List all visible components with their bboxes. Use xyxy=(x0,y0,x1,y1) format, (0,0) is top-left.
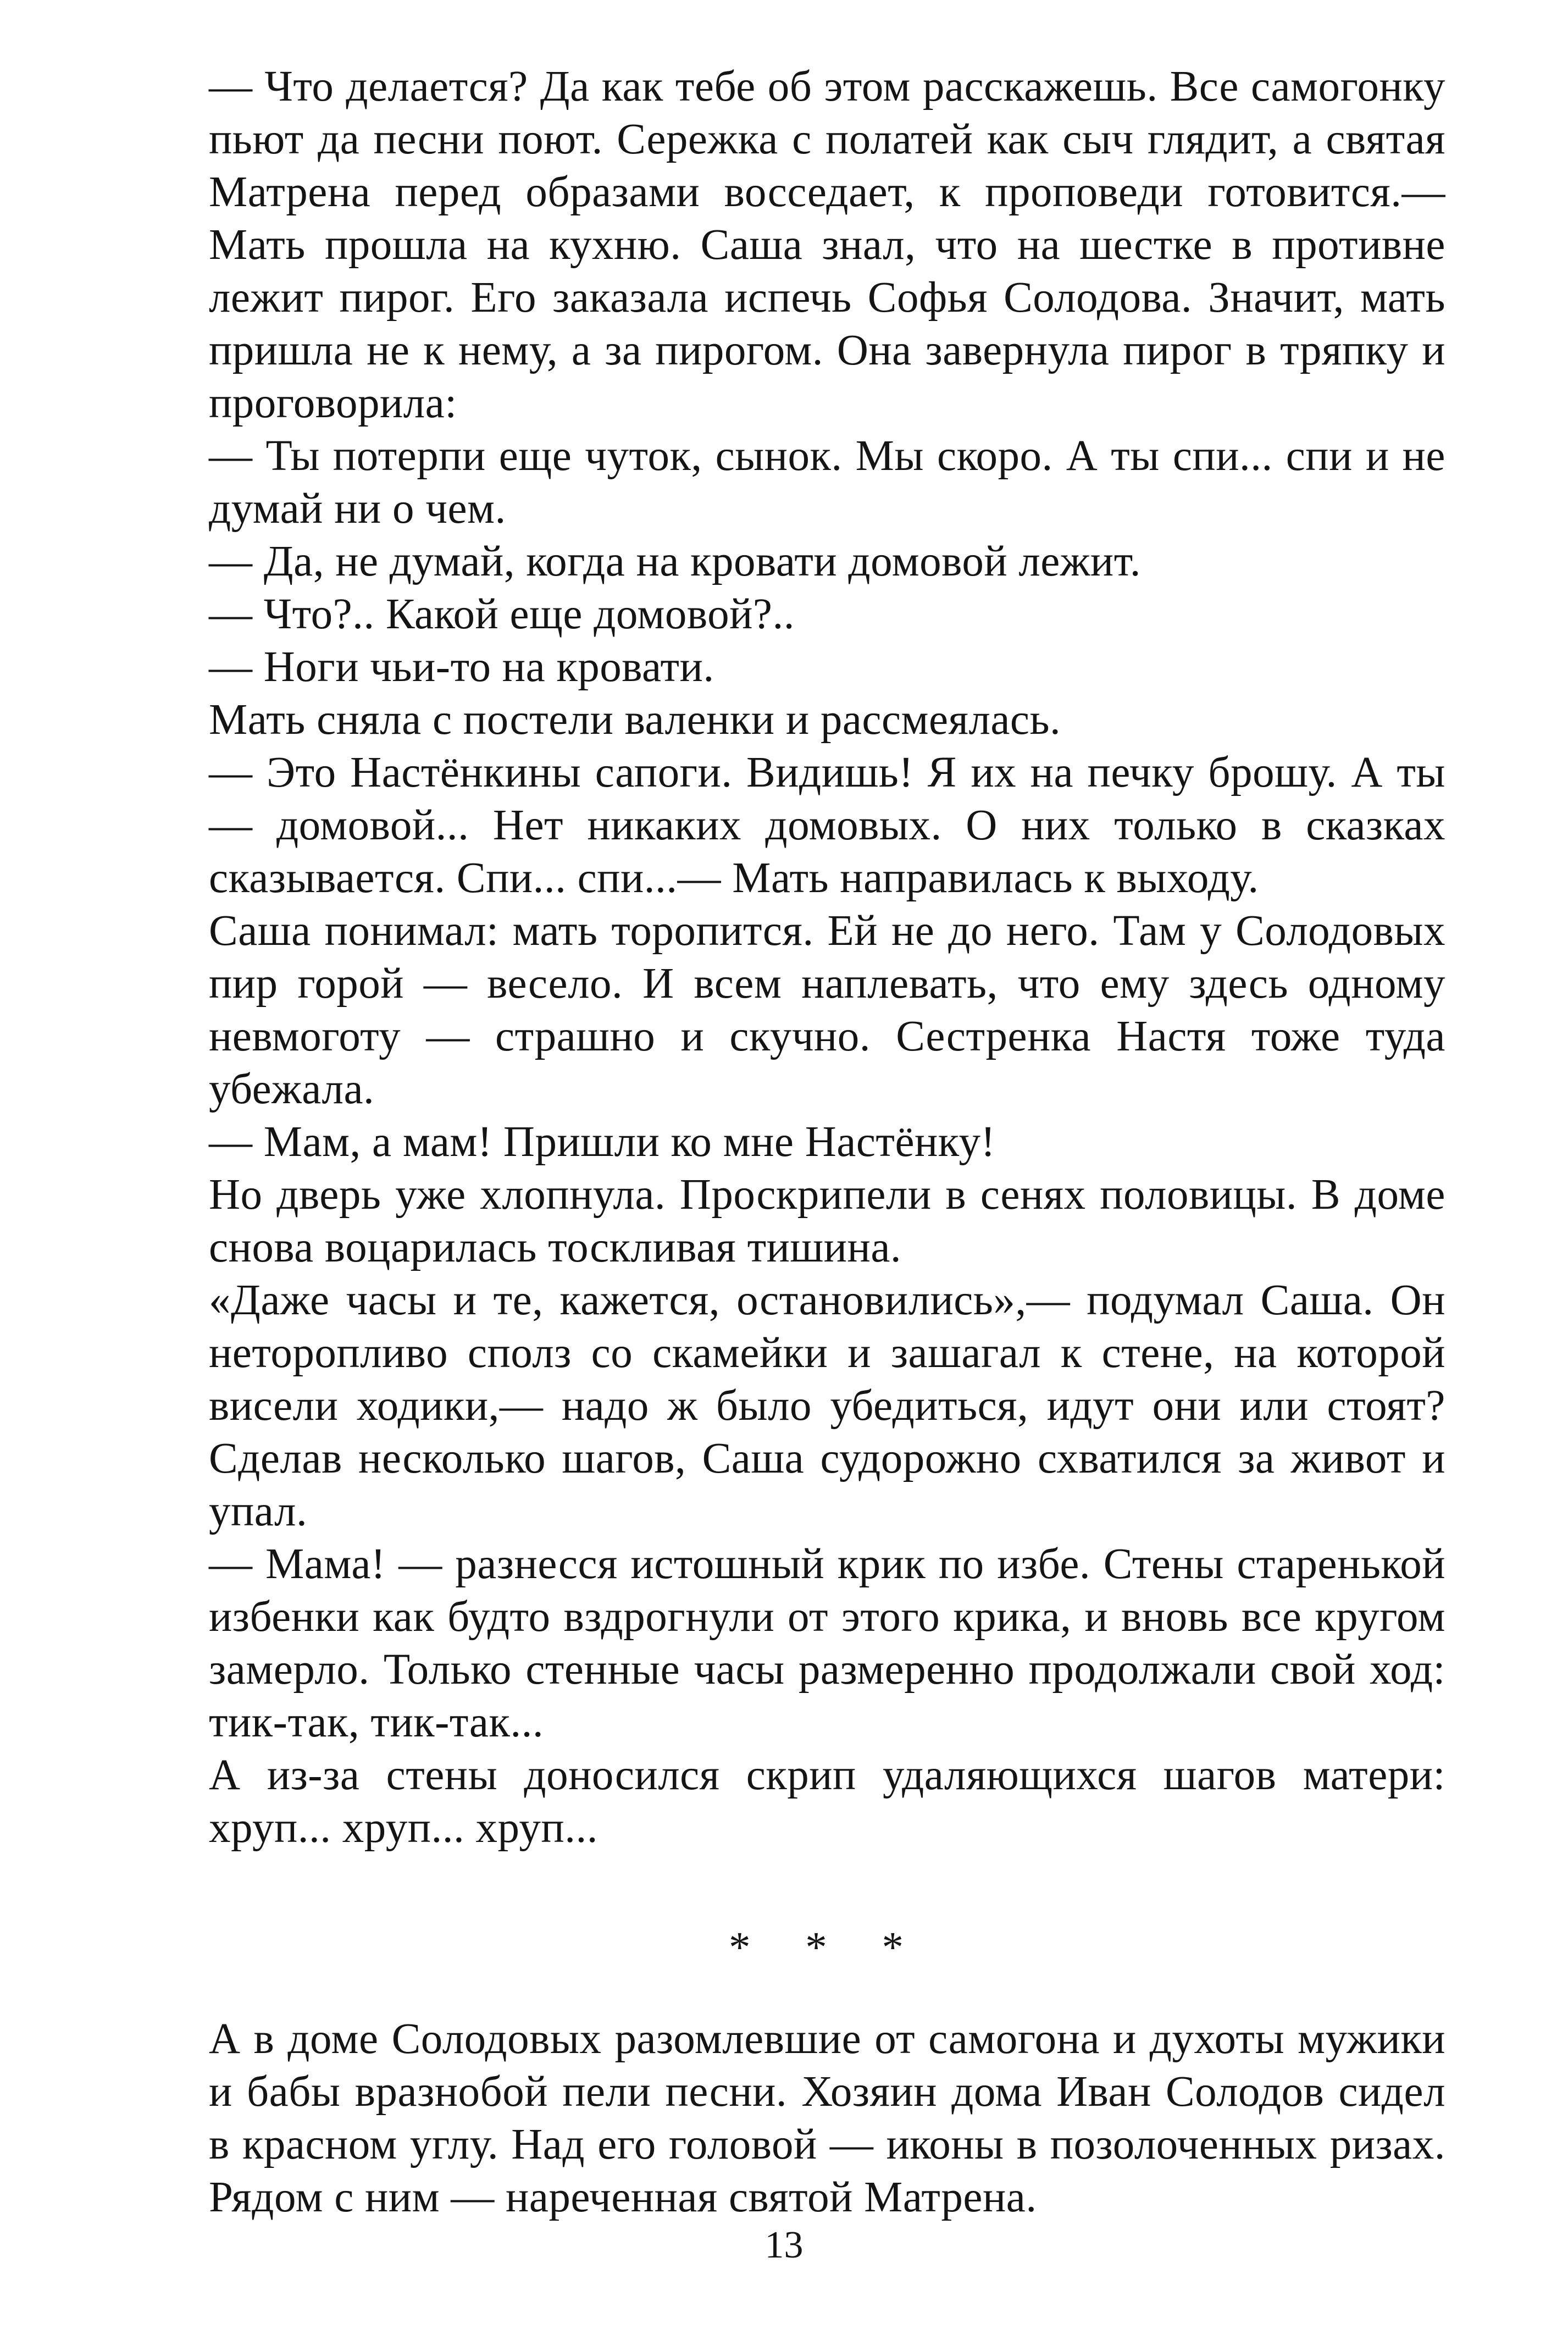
paragraph: — Ты потерпи еще чуток, сынок. Мы скоро. А ты спи... спи и не думай ни о чем. xyxy=(209,432,1445,533)
paragraph: А из-за стены доносился скрип удаляющихся шагов матери: хруп... хруп... хруп... xyxy=(209,1751,1445,1852)
paragraph: — Да, не думай, когда на кровати домовой лежит. xyxy=(209,538,1142,585)
paragraph: «Даже часы и те, кажется, остановились»,— подумал Саша. Он неторопливо сполз со скамейки и зашагал к стене, на которой висели ходики,— надо ж было убедиться, идут они или стоят? Сделав несколько шагов, Саша судорожно схватился за живот и упал. xyxy=(209,1276,1445,1535)
paragraph: Саша понимал: мать торопится. Ей не до него. Там у Солодовых пир горой — весело. И всем наплевать, что ему здесь одному невмоготу — страшно и скучно. Сестренка Настя тоже туда убежала. xyxy=(209,907,1445,1113)
paragraph: — Что?.. Какой еще домовой?.. xyxy=(209,590,795,638)
page-body xyxy=(209,60,1445,2224)
paragraph: — Мама! — разнесся истошный крик по избе. Стены старенькой избенки как будто вздрогнули от этого крика, и вновь все кругом замерло. Только стенные часы размеренно продолжали свой ход: тик-так, тик-так... xyxy=(209,1540,1445,1746)
paragraph: — Мам, а мам! Пришли ко мне Настёнку! xyxy=(209,1118,996,1166)
paragraph: Но дверь уже хлопнула. Проскрипели в сенях половицы. В доме снова воцарилась тоскливая тишина. xyxy=(209,1171,1445,1271)
paragraph: — Это Настёнкины сапоги. Видишь! Я их на печку брошу. А ты — домовой... Нет никаких домовых. О них только в сказках сказывается. Спи... спи...— Мать направилась к выходу. xyxy=(209,749,1445,902)
paragraph: Мать сняла с постели валенки и рассмеялась. xyxy=(209,696,1061,744)
paragraph: — Ноги чьи-то на кровати. xyxy=(209,643,714,691)
section-break: * * * xyxy=(729,1924,926,1972)
page-number: 13 xyxy=(764,2224,804,2266)
paragraph: А в доме Солодовых разомлевшие от самогона и духоты мужики и бабы вразнобой пели песни. Хозяин дома Иван Солодов сидел в красном углу. Над его головой — иконы в позолоченных ризах. Рядом с ним — нареченная святой Матрена. xyxy=(209,2015,1445,2221)
paragraph: — Что делается? Да как тебе об этом расскажешь. Все самогонку пьют да песни поют. Сережка с полатей как сыч глядит, а святая Матрена перед образами восседает, к проповеди готовится.— Мать прошла на кухню. Саша знал, что на шестке в противне лежит пирог. Его заказала испечь Софья Солодова. Значит, мать пришла не к нему, а за пирогом. Она завернула пирог в тряпку и проговорила: xyxy=(209,63,1445,427)
